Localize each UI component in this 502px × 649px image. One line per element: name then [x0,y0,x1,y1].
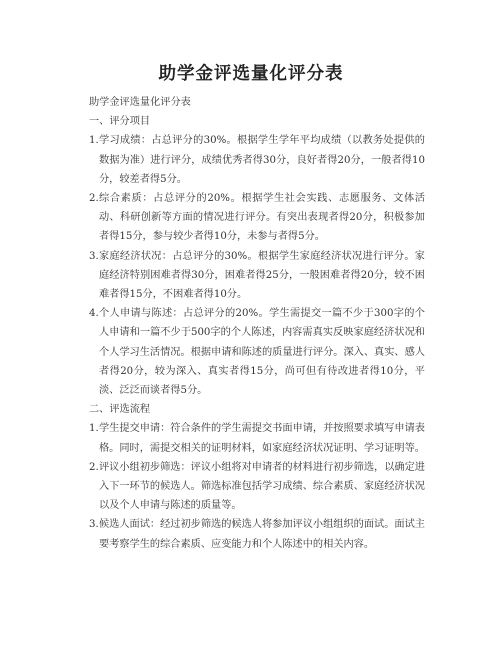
item-number: 1. [89,135,99,147]
item-number: 3. [89,519,99,531]
list-item [89,304,425,400]
item-number: 2. [89,193,99,205]
list-item [89,189,425,247]
list-item [89,131,425,189]
section-selection-process [89,400,425,554]
item-text: 学生提交申请：符合条件的学生需提交书面申请，并按照要求填写申请表格。同时，需提交相关的证明材料，如家庭经济状况证明、学习证明等。 [99,423,425,454]
list-item [89,247,425,305]
list-item [89,515,425,553]
item-number: 1. [89,423,99,435]
item-text: 个人申请与陈述：占总评分的20%。学生需提交一篇不少于300字的个人申请和一篇不少于500字的个人陈述，内容需真实反映家庭经济状况和个人学习生活情况。根据申请和陈述的质量进行评分。深入、真实、感人者得20分，较为深入、真实者得15分，尚可但有待改进者得10分，平淡、泛泛而谈者得5分。 [99,308,425,397]
list-item [89,458,425,516]
list-item [89,419,425,457]
item-text: 学习成绩：占总评分的30%。根据学生学年平均成绩（以教务处提供的数据为准）进行评分，成绩优秀者得30分，良好者得20分，一般者得10分，较差者得5分。 [99,135,425,185]
item-text: 家庭经济状况：占总评分的30%。根据学生家庭经济状况进行评分。家庭经济特别困难者得30分，困难者得25分，一般困难者得20分，较不困难者得15分，不困难者得10分。 [99,250,425,301]
document-title: 助学金评选量化评分表 [158,64,344,84]
item-text: 评议小组初步筛选：评议小组将对申请者的材料进行初步筛选，以确定进入下一环节的候选人。筛选标准包括学习成绩、综合素质、家庭经济状况以及个人申请与陈述的质量等。 [99,461,425,512]
section-heading: 一、评分项目 [89,116,151,128]
item-number: 4. [89,308,99,320]
document-subtitle: 助学金评选量化评分表 [89,97,191,108]
item-number: 3. [89,250,99,262]
document-body [89,93,425,554]
item-text: 候选人面试：经过初步筛选的候选人将参加评议小组组织的面试。面试主要考察学生的综合素质、应变能力和个人陈述中的相关内容。 [99,519,425,550]
section-heading: 二、评选流程 [89,404,151,416]
item-text: 综合素质：占总评分的20%。根据学生社会实践、志愿服务、文体活动、科研创新等方面的情况进行评分。有突出表现者得20分，积极参加者得15分，参与较少者得10分，未参与者得5分。 [99,193,425,243]
item-number: 2. [89,461,99,473]
section-scoring-items [89,112,425,400]
